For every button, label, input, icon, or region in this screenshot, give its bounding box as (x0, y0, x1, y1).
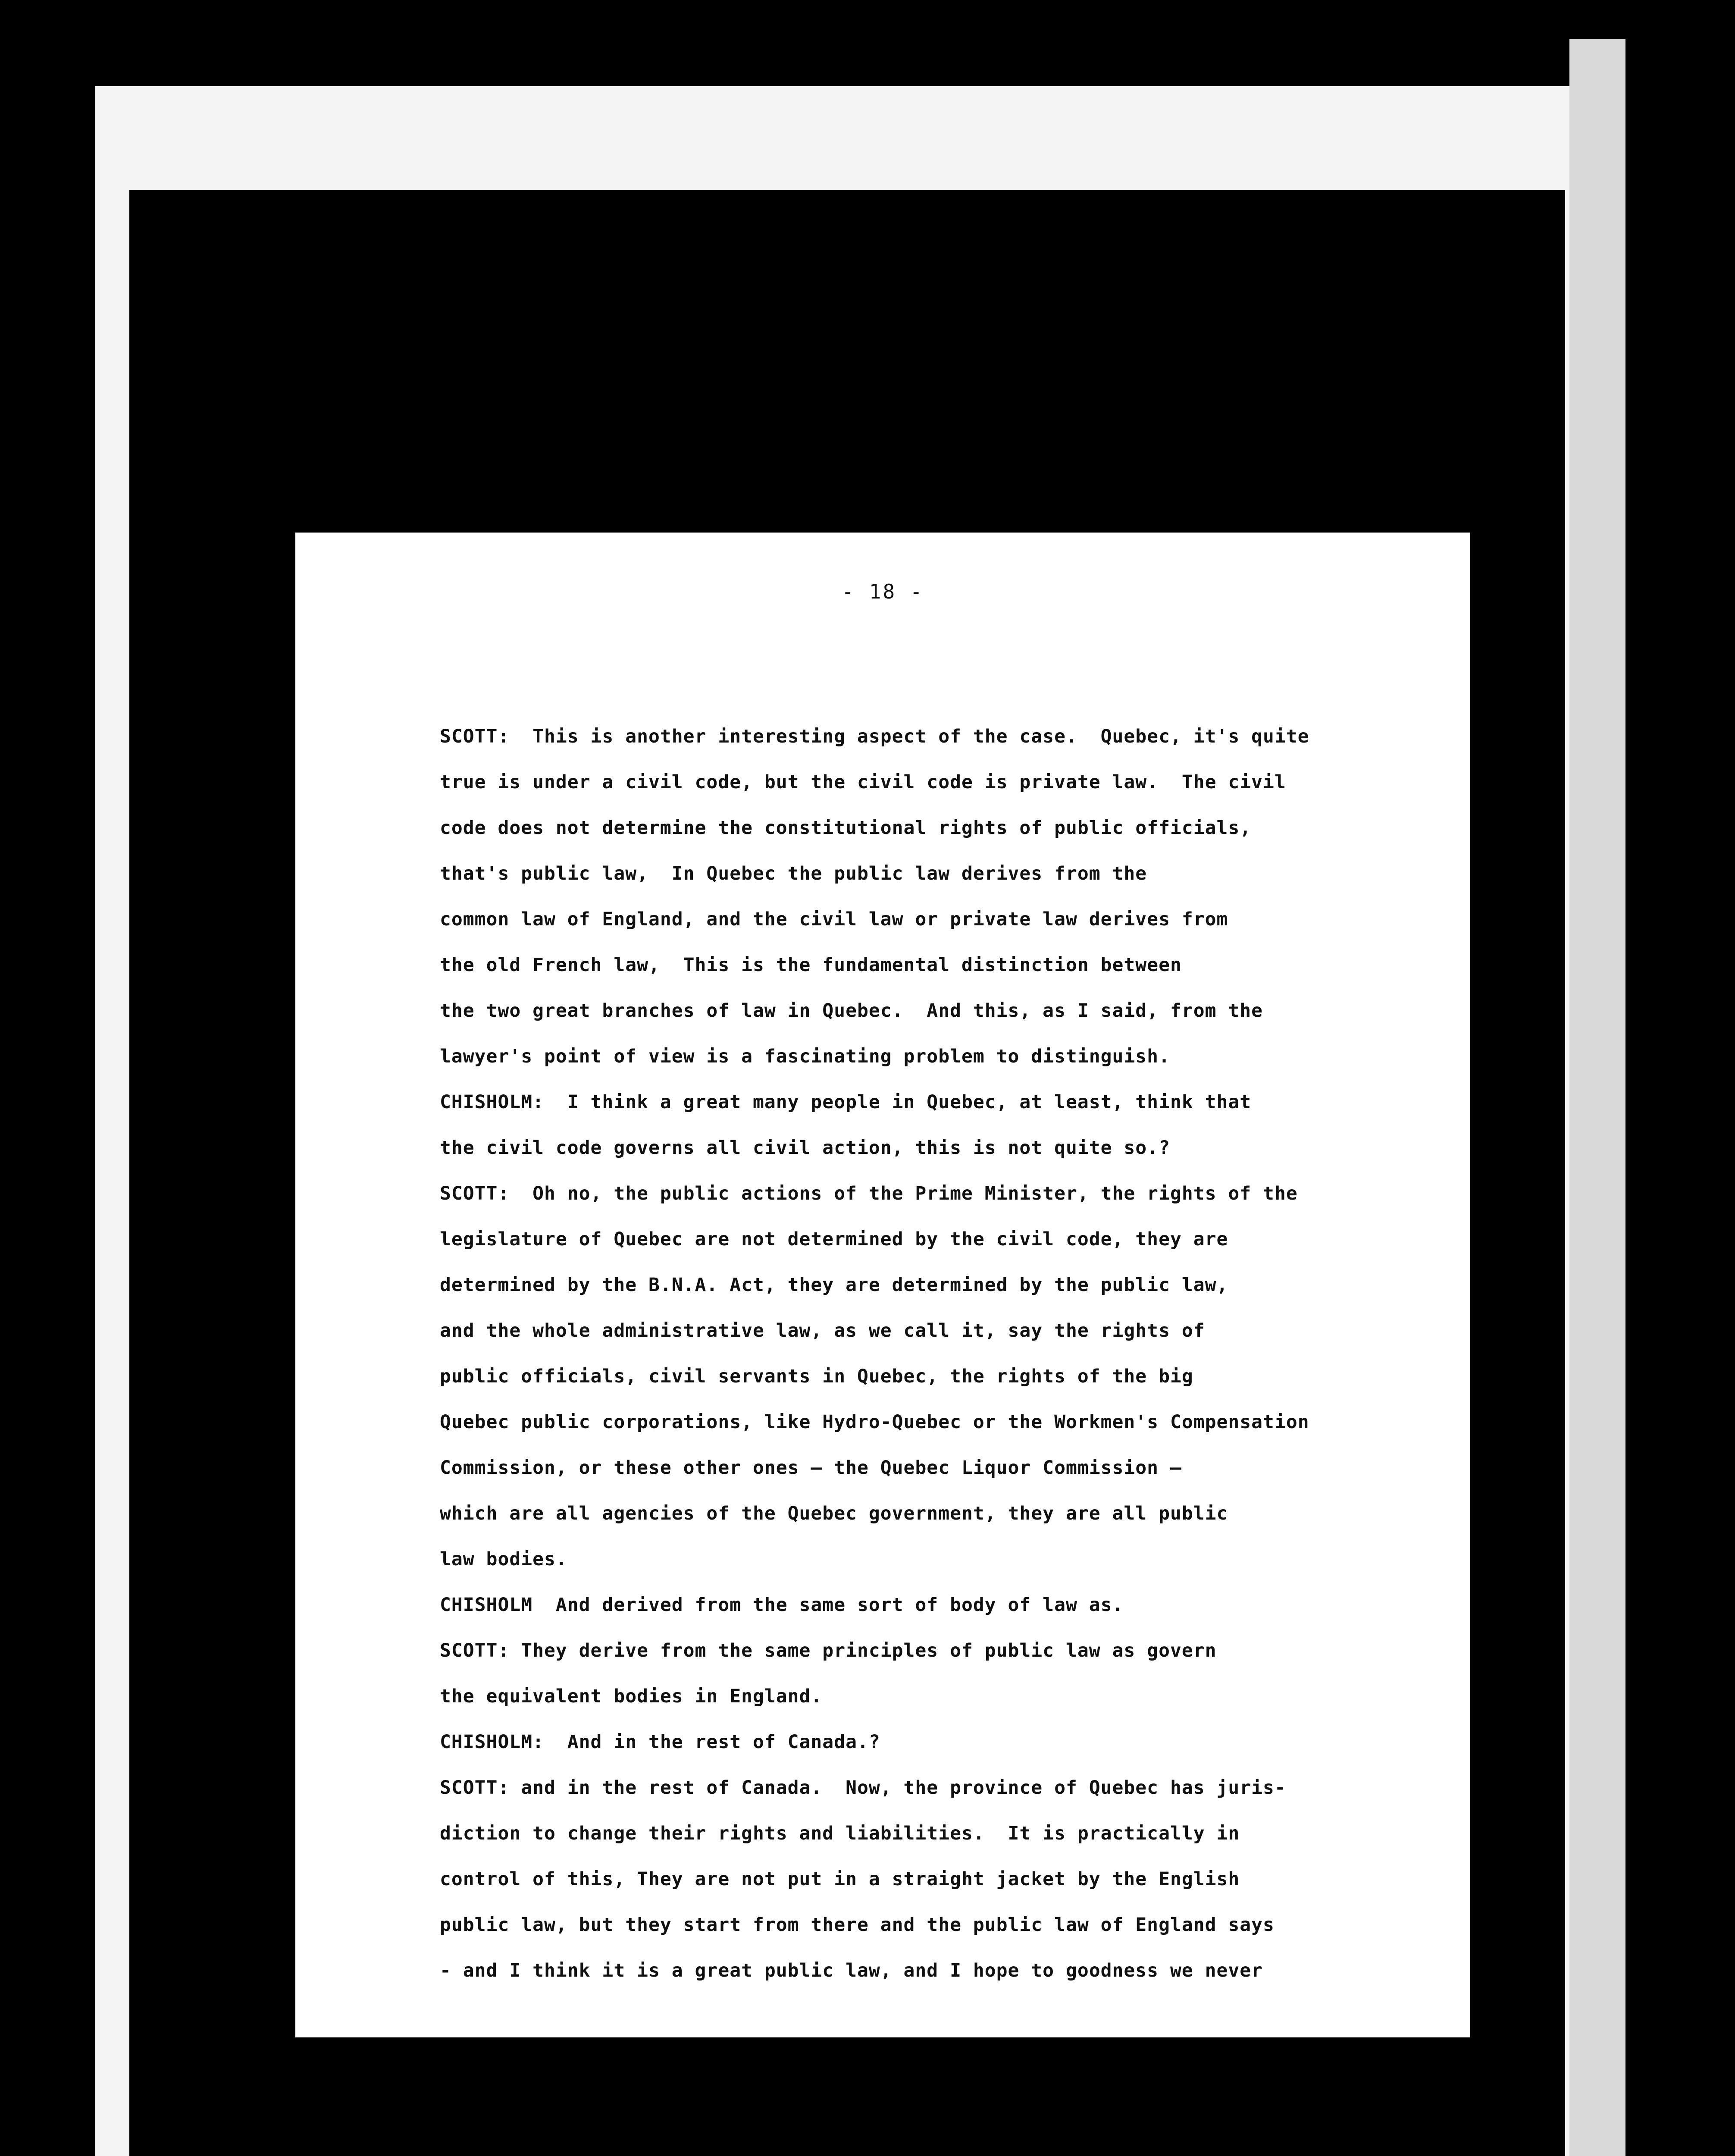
text-line: the old French law, This is the fundamental distinction between (440, 954, 1182, 976)
text-line: common law of England, and the civil law or private law derives from (440, 909, 1228, 930)
text-line: Commission, or these other ones — the Quebec Liquor Commission — (440, 1457, 1182, 1479)
text-line: and the whole administrative law, as we call it, say the rights of (440, 1320, 1205, 1341)
text-line: CHISHOLM And derived from the same sort of body of law as. (440, 1594, 1124, 1616)
text-line: true is under a civil code, but the civil code is private law. The civil (440, 771, 1286, 793)
text-line: SCOTT: Oh no, the public actions of the Prime Minister, the rights of the (440, 1183, 1298, 1204)
page-number: - 18 - (842, 580, 924, 603)
text-line: code does not determine the constitutional rights of public officials, (440, 817, 1252, 839)
text-line: CHISHOLM: And in the rest of Canada.? (440, 1731, 880, 1753)
text-line: determined by the B.N.A. Act, they are determined by the public law, (440, 1274, 1228, 1296)
text-line: SCOTT: and in the rest of Canada. Now, the province of Quebec has juris- (440, 1777, 1286, 1799)
text-line: which are all agencies of the Quebec government, they are all public (440, 1503, 1228, 1524)
typed-page (295, 533, 1470, 2037)
text-line: law bodies. (440, 1548, 567, 1570)
text-line: the two great branches of law in Quebec. And this, as I said, from the (440, 1000, 1263, 1022)
text-line: public officials, civil servants in Quebec, the rights of the big (440, 1366, 1193, 1387)
text-line: Quebec public corporations, like Hydro-Quebec or the Workmen's Compensation (440, 1411, 1309, 1433)
text-line: legislature of Quebec are not determined by the civil code, they are (440, 1228, 1228, 1250)
text-line: lawyer's point of view is a fascinating problem to distinguish. (440, 1046, 1170, 1067)
text-line: that's public law, In Quebec the public law derives from the (440, 863, 1147, 884)
text-line: the equivalent bodies in England. (440, 1686, 823, 1707)
text-line: - and I think it is a great public law, and I hope to goodness we never (440, 1960, 1263, 1981)
transcript-body (440, 714, 1423, 1993)
text-line: diction to change their rights and liabilities. It is practically in (440, 1823, 1240, 1844)
text-line: the civil code governs all civil action, this is not quite so.? (440, 1137, 1170, 1159)
text-line: public law, but they start from there and the public law of England says (440, 1914, 1275, 1936)
film-frame-edge (1569, 39, 1625, 2156)
text-line: SCOTT: They derive from the same principles of public law as govern (440, 1640, 1217, 1661)
text-line: CHISHOLM: I think a great many people in Quebec, at least, think that (440, 1091, 1252, 1113)
text-line: control of this, They are not put in a straight jacket by the English (440, 1868, 1240, 1890)
text-line: SCOTT: This is another interesting aspect of the case. Quebec, it's quite (440, 726, 1309, 747)
